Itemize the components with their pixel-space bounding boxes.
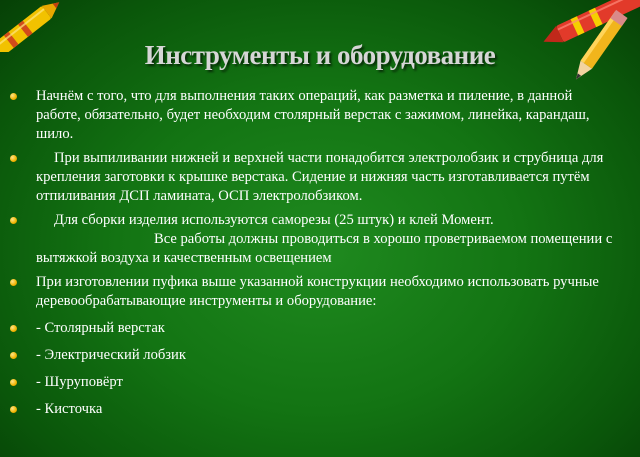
bullet-icon — [10, 352, 17, 359]
list-item-text: - Электрический лобзик — [36, 347, 186, 363]
slide-body — [10, 87, 620, 424]
list-item — [10, 87, 620, 144]
list-item-text-a: Для сборки изделия используются саморезы (25 штук) и клей Момент. — [54, 212, 494, 228]
list-item — [10, 273, 620, 311]
list-item — [10, 373, 620, 392]
bullet-icon — [10, 379, 17, 386]
list-item-text: При выпиливании нижней и верхней части понадобится электролобзик и струбница для крепления заготовки к крышке верстака. Сидение и нижняя часть изготавливается путём отпиливания ДСП ламината, ОСП электролобзиком. — [36, 150, 604, 204]
list-item — [10, 400, 620, 419]
bullet-icon — [10, 325, 17, 332]
list-item-text: - Столярный верстак — [36, 320, 165, 336]
bullet-icon — [10, 155, 17, 162]
bullet-icon — [10, 217, 17, 224]
list-item-text: - Кисточка — [36, 401, 103, 417]
bullet-icon — [10, 406, 17, 413]
list-item — [10, 211, 620, 268]
list-item-text: При изготовлении пуфика выше указанной конструкции необходимо использовать ручные деревообрабатывающие инструменты и оборудование: — [36, 274, 599, 309]
bullet-icon — [10, 93, 17, 100]
list-item-text — [36, 211, 620, 268]
bullet-icon — [10, 279, 17, 286]
list-item-text: - Шуруповёрт — [36, 374, 123, 390]
slide-title: Инструменты и оборудование — [144, 40, 496, 70]
list-item-text: Начнём с того, что для выполнения таких операций, как разметка и пиление, в данной работе, обязательно, будет необходим столярный верстак с зажимом, линейка, карандаш, шило. — [36, 88, 590, 142]
list-item — [10, 346, 620, 365]
list-item — [10, 319, 620, 338]
list-item — [10, 149, 620, 206]
list-item-text-b: Все работы должны проводиться в хорошо проветриваемом помещении с вытяжкой воздуха и качественным освещением — [36, 231, 613, 266]
